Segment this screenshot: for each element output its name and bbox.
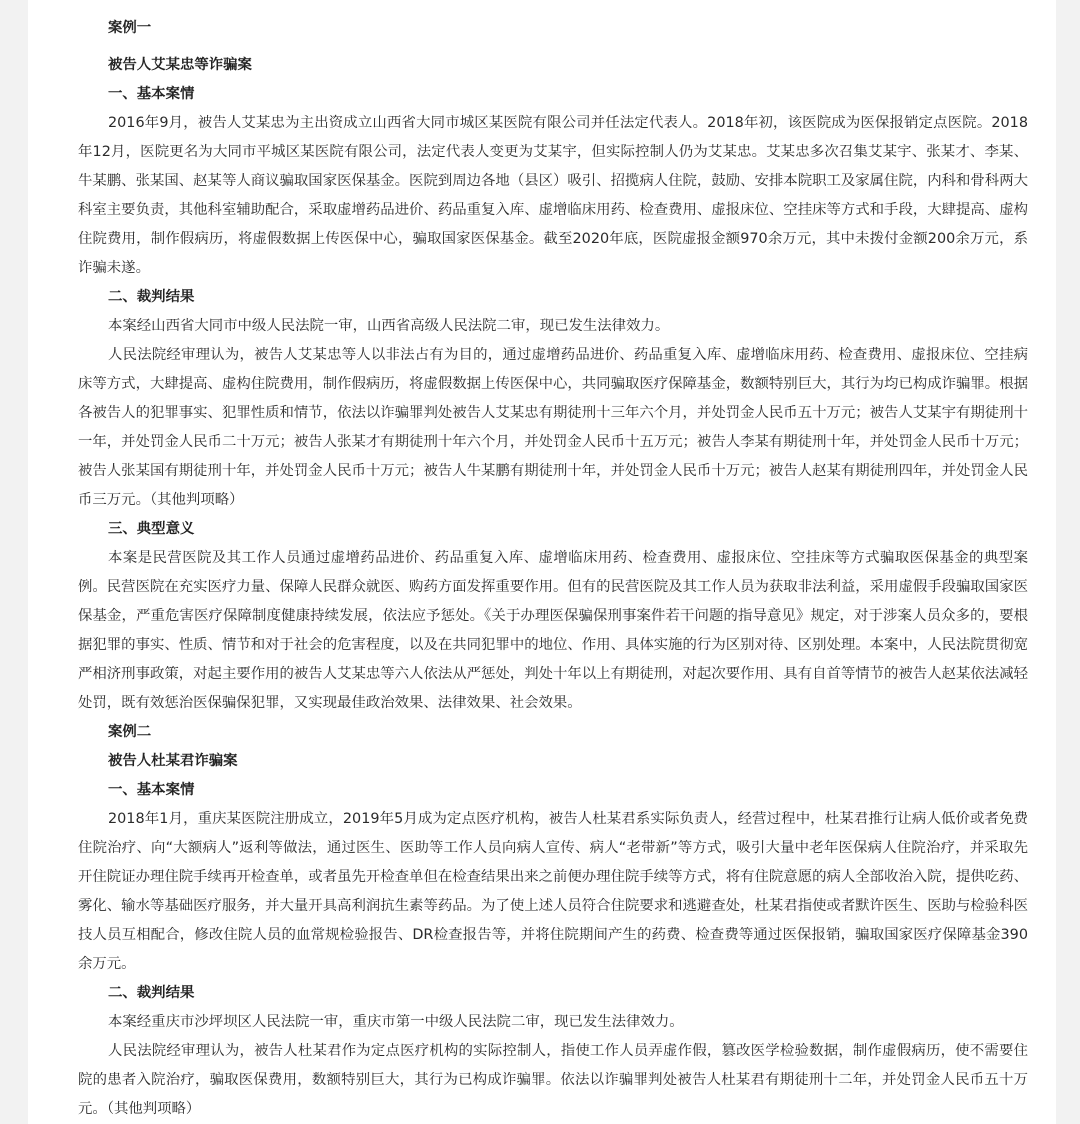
case-2-title: 被告人杜某君诈骗案: [108, 753, 238, 769]
case-1-basic-facts-paragraph: 2016年9月，被告人艾某忠为主出资成立山西省大同市城区某医院有限公司并任法定代表人。2018年初，该医院成为医保报销定点医院。2018年12月，医院更名为大同市平城区某医院有限公司，法定代表人变更为艾某宇，但实际控制人仍为艾某忠。艾某忠多次召集艾某宇、张某才、李某、牛某鹏、张某国、赵某等人商议骗取国家医保基金。医院到周边各地（县区）吸引、招揽病人住院，鼓励、安排本院职工及家属住院，内科和骨科两大科室主要负责，其他科室辅助配合，采取虚增药品进价、药品重复入库、虚增临床用药、检查费用、虚报床位、空挂床等方式和手段，大肆提高、虚构住院费用，制作假病历，将虚假数据上传医保中心，骗取国家医保基金。截至2020年底，医院虚报金额970余万元，其中未拨付金额200余万元，系诈骗未遂。: [78, 115, 1028, 276]
case-2-label: 案例二: [108, 724, 152, 740]
case-1-section-3-heading: 三、典型意义: [108, 521, 195, 537]
case-1-trial-paragraph: 本案经山西省大同市中级人民法院一审，山西省高级人民法院二审，现已发生法律效力。: [108, 318, 670, 334]
case-2-basic-facts-paragraph: 2018年1月，重庆某医院注册成立，2019年5月成为定点医疗机构，被告人杜某君系实际负责人，经营过程中，杜某君推行让病人低价或者免费住院治疗、向“大额病人”返利等做法，通过医生、医助等工作人员向病人宣传、病人“老带新”等方式，吸引大量中老年医保病人住院治疗，并采取先开住院证办理住院手续再开检查单，或者虽先开检查单但在检查结果出来之前便办理住院手续等方式，将有住院意愿的病人全部收治入院，提供吃药、雾化、输水等基础医疗服务，并大量开具高利润抗生素等药品。为了使上述人员符合住院要求和逃避查处，杜某君指使或者默许医生、医助与检验科医技人员互相配合，修改住院人员的血常规检验报告、DR检查报告等，并将住院期间产生的药费、检查费等通过医保报销，骗取国家医疗保障基金390余万元。: [78, 811, 1028, 972]
case-1-significance-paragraph: 本案是民营医院及其工作人员通过虚增药品进价、药品重复入库、虚增临床用药、检查费用、虚报床位、空挂床等方式骗取医保基金的典型案例。民营医院在充实医疗力量、保障人民群众就医、购药方面发挥重要作用。但有的民营医院及其工作人员为获取非法利益，采用虚假手段骗取国家医保基金，严重危害医疗保障制度健康持续发展，依法应予惩处。《关于办理医保骗保刑事案件若干问题的指导意见》规定，对于涉案人员众多的，要根据犯罪的事实、性质、情节和对于社会的危害程度，以及在共同犯罪中的地位、作用、具体实施的行为区别对待、区别处理。本案中，人民法院贯彻宽严相济刑事政策，对起主要作用的被告人艾某忠等六人依法从严惩处，判处十年以上有期徒刑，对起次要作用、具有自首等情节的被告人赵某依法减轻处罚，既有效惩治医保骗保犯罪，又实现最佳政治效果、法律效果、社会效果。: [78, 550, 1028, 711]
document-page: [28, 0, 1056, 1124]
case-2-section-2-heading: 二、裁判结果: [108, 985, 195, 1001]
case-1-section-2-heading: 二、裁判结果: [108, 289, 195, 305]
case-1-judgment-paragraph: 人民法院经审理认为，被告人艾某忠等人以非法占有为目的，通过虚增药品进价、药品重复入库、虚增临床用药、检查费用、虚报床位、空挂病床等方式，大肆提高、虚构住院费用，制作假病历，将虚假数据上传医保中心，共同骗取医疗保障基金，数额特别巨大，其行为均已构成诈骗罪。根据各被告人的犯罪事实、犯罪性质和情节，依法以诈骗罪判处被告人艾某忠有期徒刑十三年六个月，并处罚金人民币五十万元；被告人艾某宇有期徒刑十一年，并处罚金人民币二十万元；被告人张某才有期徒刑十年六个月，并处罚金人民币十五万元；被告人李某有期徒刑十年，并处罚金人民币十万元；被告人张某国有期徒刑十年，并处罚金人民币十万元；被告人牛某鹏有期徒刑十年，并处罚金人民币十万元；被告人赵某有期徒刑四年，并处罚金人民币三万元。（其他判项略）: [78, 347, 1028, 508]
case-1-title: 被告人艾某忠等诈骗案: [108, 57, 252, 73]
case-2-judgment-paragraph: 人民法院经审理认为，被告人杜某君作为定点医疗机构的实际控制人，指使工作人员弄虚作假，篡改医学检验数据，制作虚假病历，使不需要住院的患者入院治疗，骗取医保费用，数额特别巨大，其行为已构成诈骗罪。依法以诈骗罪判处被告人杜某君有期徒刑十二年，并处罚金人民币五十万元。（其他判项略）: [78, 1043, 1028, 1117]
case-1-section-1-heading: 一、基本案情: [108, 86, 195, 102]
case-1-label: 案例一: [108, 20, 152, 36]
document-content: [78, 14, 1028, 1124]
case-2-section-1-heading: 一、基本案情: [108, 782, 195, 798]
case-2-trial-paragraph: 本案经重庆市沙坪坝区人民法院一审，重庆市第一中级人民法院二审，现已发生法律效力。: [108, 1014, 684, 1030]
